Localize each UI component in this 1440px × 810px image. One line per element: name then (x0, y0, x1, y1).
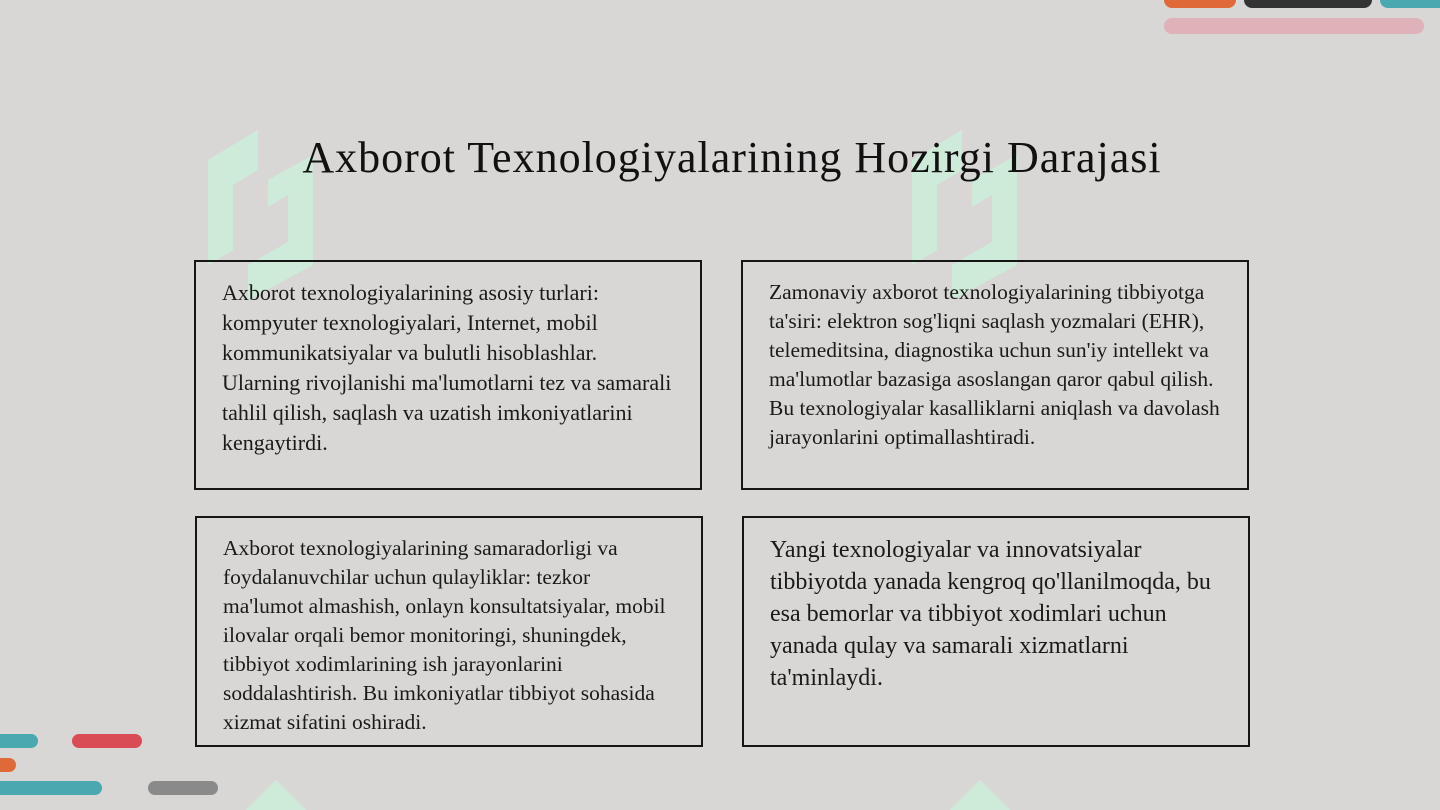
box-text: Axborot texnologiyalarining samaradorligi va foydalanuvchilar uchun qulayliklar: tezkor ma'lumot almashish, onlayn konsultatsiyalar, mobil ilovalar orqali bemor monitoringi, shuningdek, tibbiyot xodimlarining ish jarayonlarini soddalashtirish. Bu imkoniyatlar tibbiyot sohasida xizmat sifatini oshiradi. (223, 536, 666, 734)
page-title: Axborot Texnologiyalarining Hozirgi Darajasi (302, 133, 1162, 182)
decor-bar-gray (148, 781, 218, 795)
watermark-logo-bottom (236, 770, 316, 810)
content-box-efficiency (195, 516, 703, 747)
watermark-logo-bottom-right (940, 770, 1020, 810)
decor-bar-orange (1164, 0, 1236, 8)
decor-bar-orange-left (0, 758, 16, 772)
decor-bar-teal-left (0, 734, 38, 748)
decor-bar-teal (1380, 0, 1440, 8)
box-text: Axborot texnologiyalarining asosiy turlari: kompyuter texnologiyalari, Internet, mobil kommunikatsiyalar va bulutli hisoblashlar. Ularning rivojlanishi ma'lumotlarni tez va samarali tahlil qilish, saqlash va uzatish imkoniyatlarini kengaytirdi. (222, 280, 672, 455)
box-text: Zamonaviy axborot texnologiyalarining tibbiyotga ta'siri: elektron sog'liqni saqlash yozmalari (EHR), telemeditsina, diagnostika uchun sun'iy intellekt va ma'lumotlar bazasiga asoslangan qaror qabul qilish. Bu texnologiyalar kasalliklarni aniqlash va davolash jarayonlarini optimallashtiradi. (769, 280, 1220, 449)
box-text: Yangi texnologiyalar va innovatsiyalar tibbiyotda yanada kengroq qo'llanilmoqda, bu esa bemorlar va tibbiyot xodimlari uchun yanada qulay va samarali xizmatlarni ta'minlaydi. (770, 537, 1211, 691)
content-box-types (194, 260, 702, 490)
content-box-medicine-impact (741, 260, 1249, 490)
decor-bar-red (72, 734, 142, 748)
content-box-innovations (742, 516, 1250, 747)
decor-bar-teal-long (0, 781, 102, 795)
decor-bar-pink (1164, 18, 1424, 34)
decor-bar-dark (1244, 0, 1372, 8)
